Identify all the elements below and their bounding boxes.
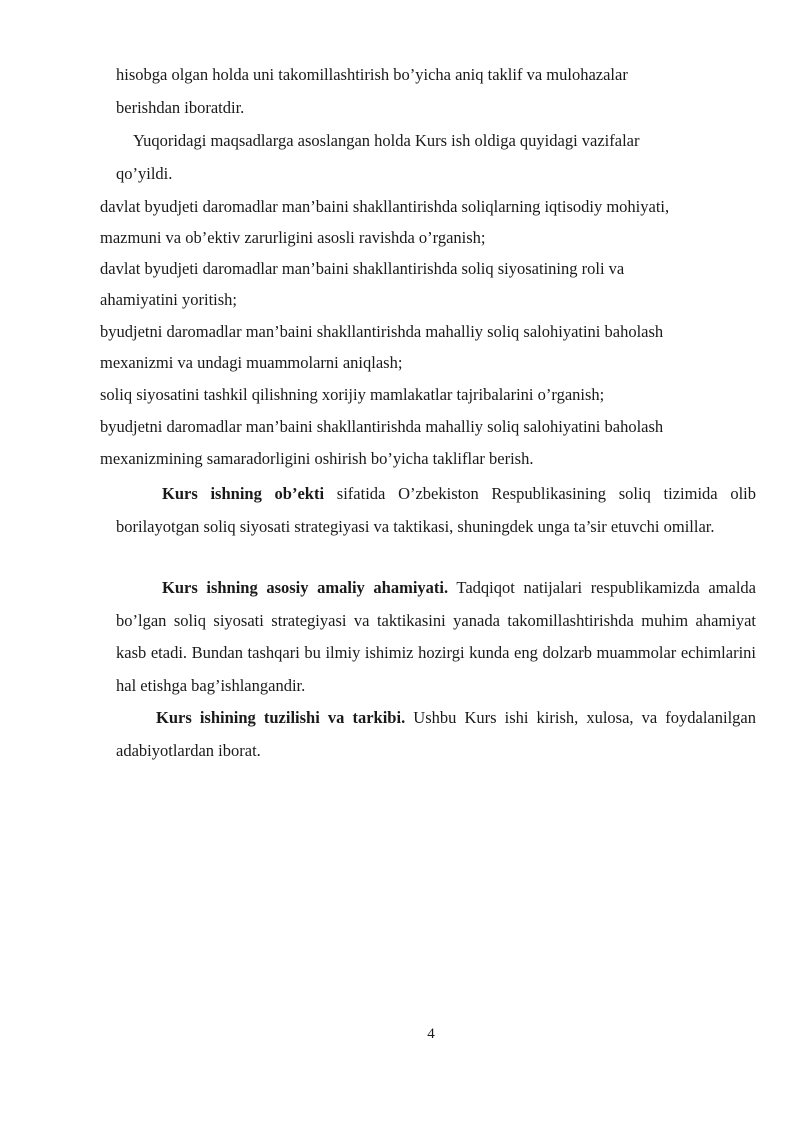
task-item: byudjetni daromadlar man’baini shakllantirishda mahalliy soliq salohiyatini baholash (100, 417, 664, 436)
practical-heading: Kurs ishning asosiy amaliy ahamiyati. (162, 578, 449, 597)
structure-paragraph (116, 702, 756, 767)
task-item: byudjetni daromadlar man’baini shakllantirishda mahalliy soliq salohiyatini baholash (100, 322, 664, 341)
task-item: mexanizmi va undagi muammolarni aniqlash; (100, 353, 403, 372)
task-item: ahamiyatini yoritish; (100, 290, 238, 309)
task-item: mexanizmining samaradorligini oshirish bo’yicha takliflar berish. (100, 449, 534, 468)
practical-paragraph (116, 572, 756, 702)
task-item: davlat byudjeti daromadlar man’baini shakllantirishda soliqlarning iqtisodiy mohiyati, (100, 197, 670, 216)
text-line: berishdan iboratdir. (116, 98, 245, 117)
task-item: davlat byudjeti daromadlar man’baini shakllantirishda soliq siyosatining roli va (100, 259, 625, 278)
task-item: mazmuni va ob’ektiv zarurligini asosli ravishda o’rganish; (100, 228, 486, 247)
task-item: soliq siyosatini tashkil qilishning xorijiy mamlakatlar tajribalarini o’rganish; (100, 385, 605, 404)
page-number: 4 (427, 1026, 435, 1042)
object-paragraph (116, 478, 756, 543)
text-line: hisobga olgan holda uni takomillashtirish bo’yicha aniq taklif va mulohazalar (116, 65, 628, 84)
object-text: sifatida O’zbekiston Respublikasining soliq tizimida olib borilayotgan soliq siyosati strategiyasi va taktikasi, shuningdek unga ta’sir etuvchi omillar. (116, 484, 756, 536)
practical-text: Tadqiqot natijalari respublikamizda amalda bo’lgan soliq siyosati strategiyasi va taktikasini yanada takomillashtirishda muhim ahamiyat kasb etadi. Bundan tashqari bu ilmiy ishimiz hozirgi kunda eng dolzarb muammolar echimlarini hal etishga bag’ishlangandir. (116, 578, 756, 695)
structure-text: Ushbu Kurs ishi kirish, xulosa, va foydalanilgan adabiyotlardan iborat. (116, 708, 757, 760)
text-line: Yuqoridagi maqsadlarga asoslangan holda Kurs ish oldiga quyidagi vazifalar (133, 131, 640, 150)
structure-heading: Kurs ishining tuzilishi va tarkibi. (156, 708, 406, 727)
text-line: qo’yildi. (116, 164, 173, 183)
object-heading: Kurs ishning ob’ekti (162, 484, 325, 503)
